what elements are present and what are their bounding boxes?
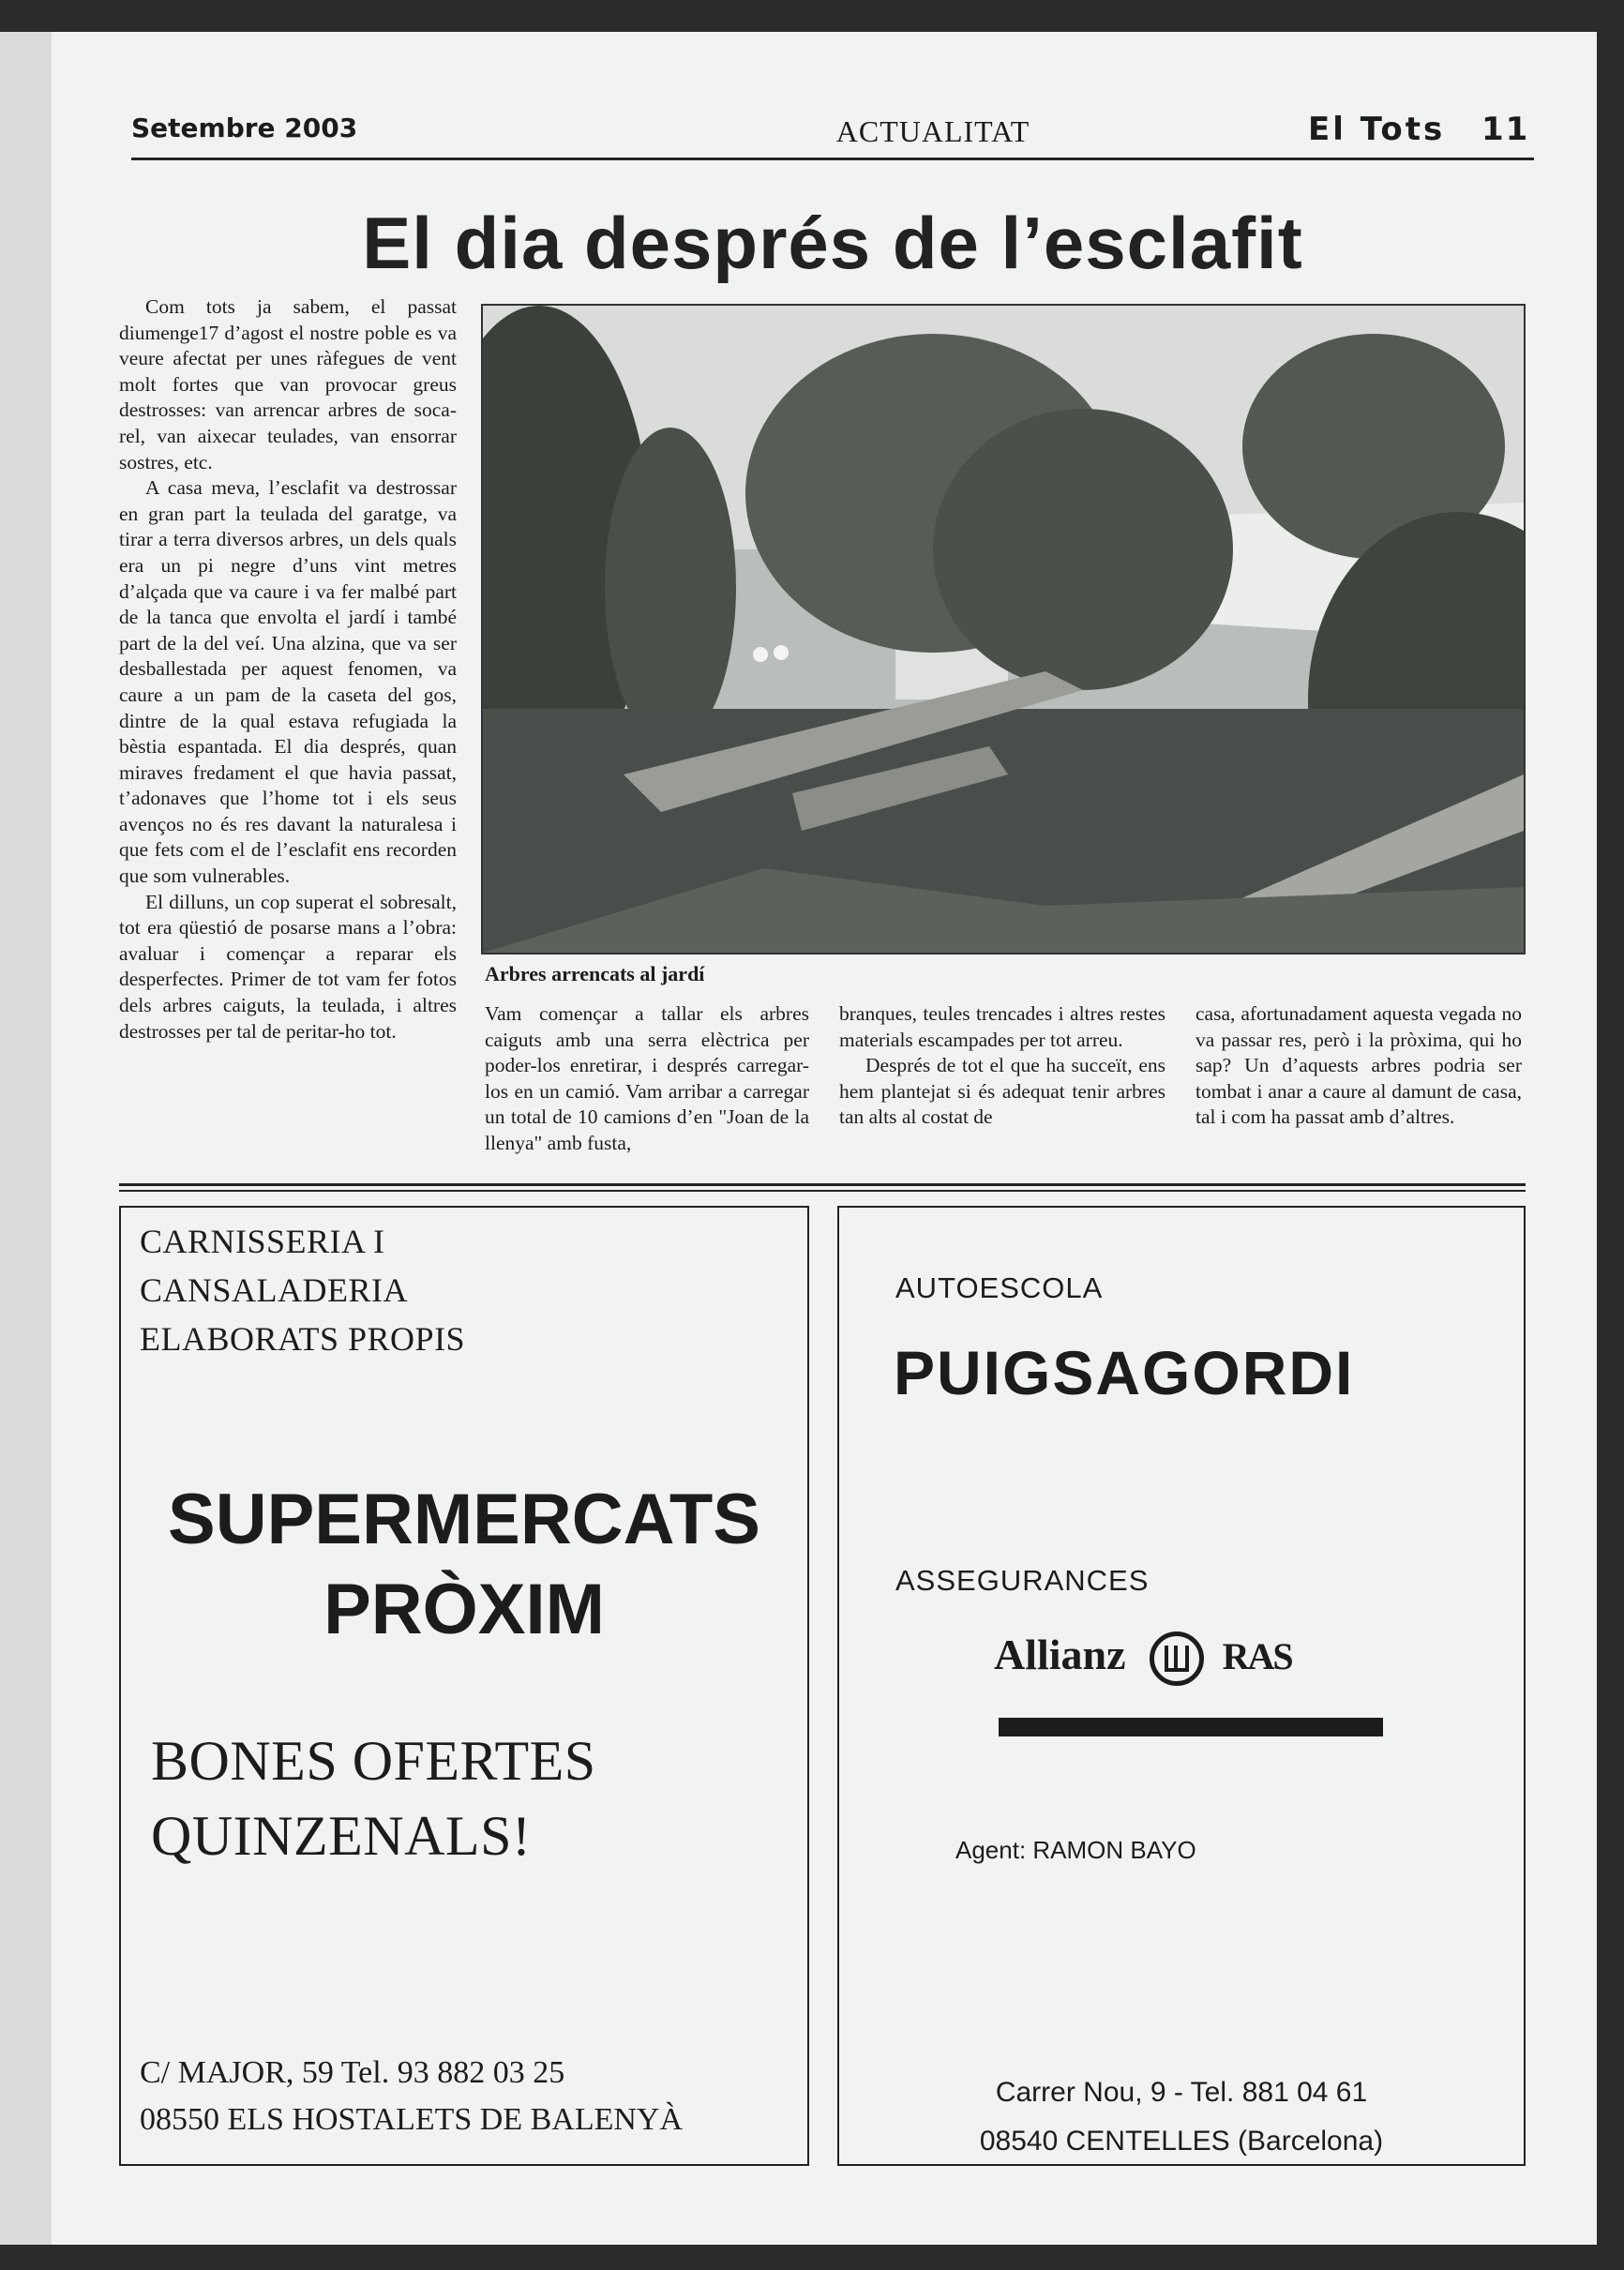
- ad-address-line: 08540 CENTELLES (Barcelona): [979, 2126, 1384, 2157]
- supermarket-advertisement: [119, 1206, 809, 2166]
- header-page-number: 11: [1481, 111, 1530, 148]
- allianz-wordmark: Allianz: [994, 1631, 1126, 1678]
- newspaper-page: [52, 32, 1597, 2245]
- driving-school-advertisement: [837, 1206, 1526, 2166]
- paragraph: casa, afortunadament aquesta vegada no va passar res, però i la pròxima, qui ho sap? Un d’aquests arbres podria ser tombat i anar a caure al damunt de casa, tal i com ha passat amb d’altres.: [1195, 1002, 1522, 1129]
- ad-title: PUIGSAGORDI: [894, 1338, 1355, 1407]
- ad-offer-text: [151, 1723, 596, 1873]
- paragraph: A casa meva, l’esclafit va destrossar en gran part la teulada del garatge, va tirar a terra diversos arbres, un dels quals era un pi negre d’uns vint metres d’alçada que va caure i va fer malbé part de la tanca que envolta el jardí i també part de la del veí. Una alzina, que va ser desballestada per aquest fenomen, va caure a un pam de la caseta del gos, dintre de la qual estava refugiada la bèstia espantada. El dia després, quan miraves fredament el que havia passat, t’adonaves que l’home tot i els seus avenços no és res davant la naturalesa i que fets com el de l’esclafit ens recorden que som vulnerables.: [119, 476, 457, 888]
- paragraph: El dilluns, un cop superat el sobresalt, tot era qüestió de posarse mans a l’obra: avaluar i començar a reparar els desperfectes. Primer de tot vam fer fotos dels arbres caiguts, la teulada, i altres destrosses per tal de peritar-ho tot.: [119, 890, 457, 1043]
- ad-store-name-line: PRÒXIM: [323, 1570, 605, 1649]
- ad-store-name: [121, 1475, 807, 1655]
- allianz-emblem-icon: [1150, 1631, 1204, 1686]
- article-title: El dia després de l’esclafit: [362, 202, 1303, 284]
- ad-address-line: 08550 ELS HOSTALETS DE BALENYÀ: [140, 2102, 684, 2137]
- article-column-2: [485, 1001, 809, 1157]
- ad-store-name-line: SUPERMERCATS: [168, 1480, 760, 1559]
- section-divider-thin: [119, 1190, 1526, 1192]
- article-column-4: [1195, 1001, 1522, 1131]
- ad-butcher-lines: [140, 1217, 465, 1363]
- paragraph: Com tots ja sabem, el passat diumenge17 d’agost el nostre poble es va veure afectat per unes ràfegues de vent molt fortes que van provocar greus destrosses: van arrencar arbres de soca-rel, van aixecar teulades, van ensorrar sostres, etc.: [119, 295, 457, 474]
- ad-kicker: AUTOESCOLA: [895, 1271, 1104, 1304]
- header-publication: El Tots: [1308, 111, 1446, 148]
- ad-insurance: ASSEGURANCES: [895, 1564, 1150, 1597]
- photo-caption: Arbres arrencats al jardí: [485, 962, 705, 985]
- allianz-logo: [994, 1630, 1292, 1686]
- ad-line: CARNISSERIA I: [140, 1223, 385, 1260]
- ad-offer-line: QUINZENALS!: [151, 1805, 532, 1867]
- ad-offer-line: BONES OFERTES: [151, 1730, 596, 1792]
- paragraph: Vam començar a tallar els arbres caiguts amb una serra elèctrica per poder-los enretirar, i després carregar-los en un camió. Vam arribar a carregar un total de 10 camions d’en "Joan de la llenya" amb fusta,: [485, 1002, 809, 1154]
- ad-address-line: C/ MAJOR, 59 Tel. 93 882 03 25: [140, 2055, 565, 2090]
- paragraph: Després de tot el que ha succeït, ens hem plantejat si és adequat tenir arbres tan alts al costat de: [839, 1054, 1165, 1129]
- section-divider: [119, 1183, 1526, 1186]
- article-column-3: [839, 1001, 1165, 1131]
- facing-page-edge: [0, 32, 53, 2245]
- logo-underline-bar: [999, 1718, 1383, 1736]
- ad-address-line: Carrer Nou, 9 - Tel. 881 04 61: [995, 2077, 1368, 2108]
- ad-line: CANSALADERIA: [140, 1271, 409, 1309]
- header-rule: [131, 158, 1534, 160]
- ad-line: ELABORATS PROPIS: [140, 1320, 466, 1358]
- header-date: Setembre 2003: [131, 113, 358, 143]
- photo-illustration: [483, 306, 1524, 953]
- fallen-trees-photo: [481, 304, 1526, 955]
- article-column-1: [119, 294, 457, 1045]
- ad-address: [839, 2068, 1524, 2166]
- ad-agent: Agent: RAMON BAYO: [955, 1836, 1196, 1864]
- header-section: ACTUALITAT: [835, 114, 1030, 148]
- ras-logo: RAS: [1222, 1635, 1292, 1677]
- paragraph: branques, teules trencades i altres restes materials escampades per tot arreu.: [839, 1002, 1165, 1051]
- ad-address: [140, 2050, 683, 2143]
